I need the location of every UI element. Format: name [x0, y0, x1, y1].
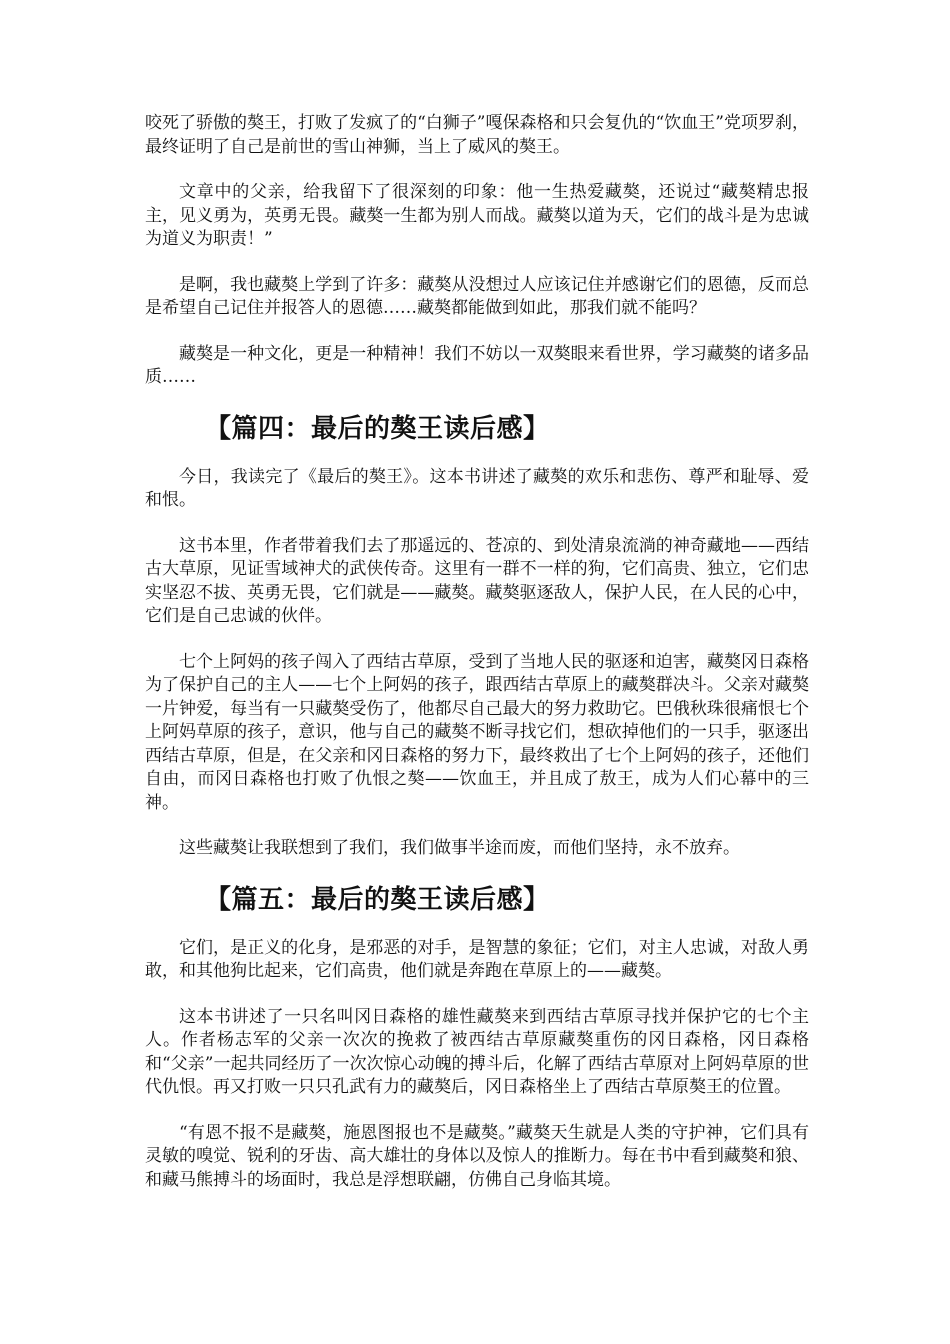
paragraph: 今日，我读完了《最后的獒王》。这本书讲述了藏獒的欢乐和悲伤、尊严和耻辱、爱和恨。: [145, 466, 809, 510]
paragraph: 这本书讲述了一只名叫冈日森格的雄性藏獒来到西结古草原寻找并保护它的七个主人。作者杨志军的父亲一次次的挽救了被西结古草原藏獒重伤的冈日森格，冈日森格和“父亲”一起共同经历了一次次惊心动魄的搏斗后，化解了西结古草原对上阿妈草原的世代仇恨。再又打败一只只孔武有力的藏獒后，冈日森格坐上了西结古草原獒王的位置。: [145, 1006, 809, 1097]
paragraph: 是啊，我也藏獒上学到了许多：藏獒从没想过人应该记住并感谢它们的恩德，反而总是希望自己记住并报答人的恩德……藏獒都能做到如此，那我们就不能吗？: [145, 274, 809, 318]
paragraph: 藏獒是一种文化，更是一种精神！我们不妨以一双獒眼来看世界，学习藏獒的诸多品质……: [145, 343, 809, 387]
paragraph: 七个上阿妈的孩子闯入了西结古草原，受到了当地人民的驱逐和迫害，藏獒冈日森格为了保护自己的主人——七个上阿妈的孩子，跟西结古草原上的藏獒群决斗。父亲对藏獒一片钟爱，每当有一只藏獒受伤了，他都尽自己最大的努力救助它。巴俄秋珠很痛恨七个上阿妈草原的孩子，意识，他与自己的藏獒不断寻找它们，想砍掉他们的一只手，驱逐出西结古草原，但是，在父亲和冈日森格的努力下，最终救出了七个上阿妈的孩子，还他们自由，而冈日森格也打败了仇恨之獒——饮血王，并且成了敖王，成为人们心幕中的三神。: [145, 651, 809, 813]
paragraph: “有恩不报不是藏獒，施恩图报也不是藏獒。”藏獒天生就是人类的守护神，它们具有灵敏的嗅觉、锐利的牙齿、高大雄壮的身体以及惊人的推断力。每在书中看到藏獒和狼、和藏马熊搏斗的场面时，我总是浮想联翩，仿佛自己身临其境。: [145, 1122, 809, 1190]
paragraph: 文章中的父亲，给我留下了很深刻的印象：他一生热爱藏獒，还说过“藏獒精忠报主，见义勇为，英勇无畏。藏獒一生都为别人而战。藏獒以道为天，它们的战斗是为忠诚为道义为职责！”: [145, 182, 809, 249]
section-heading-4: 【篇四：最后的獒王读后感】: [205, 413, 550, 444]
document-page: [145, 112, 809, 1214]
paragraph: 这书本里，作者带着我们去了那遥远的、苍凉的、到处清泉流淌的神奇藏地——西结古大草原，见证雪域神犬的武侠传奇。这里有一群不一样的狗，它们高贵、独立，它们忠实坚忍不拔、英勇无畏，它们就是——藏獒。藏獒驱逐敌人，保护人民，在人民的心中，它们是自己忠诚的伙伴。: [145, 535, 809, 626]
section-heading-5: 【篇五：最后的獒王读后感】: [205, 884, 550, 915]
paragraph: 它们，是正义的化身，是邪恶的对手，是智慧的象征；它们，对主人忠诚，对敌人勇敢，和其他狗比起来，它们高贵，他们就是奔跑在草原上的——藏獒。: [145, 937, 809, 981]
paragraph: 这些藏獒让我联想到了我们，我们做事半途而废，而他们坚持，永不放弃。: [179, 838, 740, 858]
paragraph: 咬死了骄傲的獒王，打败了发疯了的“白狮子”嘎保森格和只会复仇的“饮血王”党项罗刹，最终证明了自己是前世的雪山神狮，当上了威风的獒王。: [145, 113, 809, 157]
